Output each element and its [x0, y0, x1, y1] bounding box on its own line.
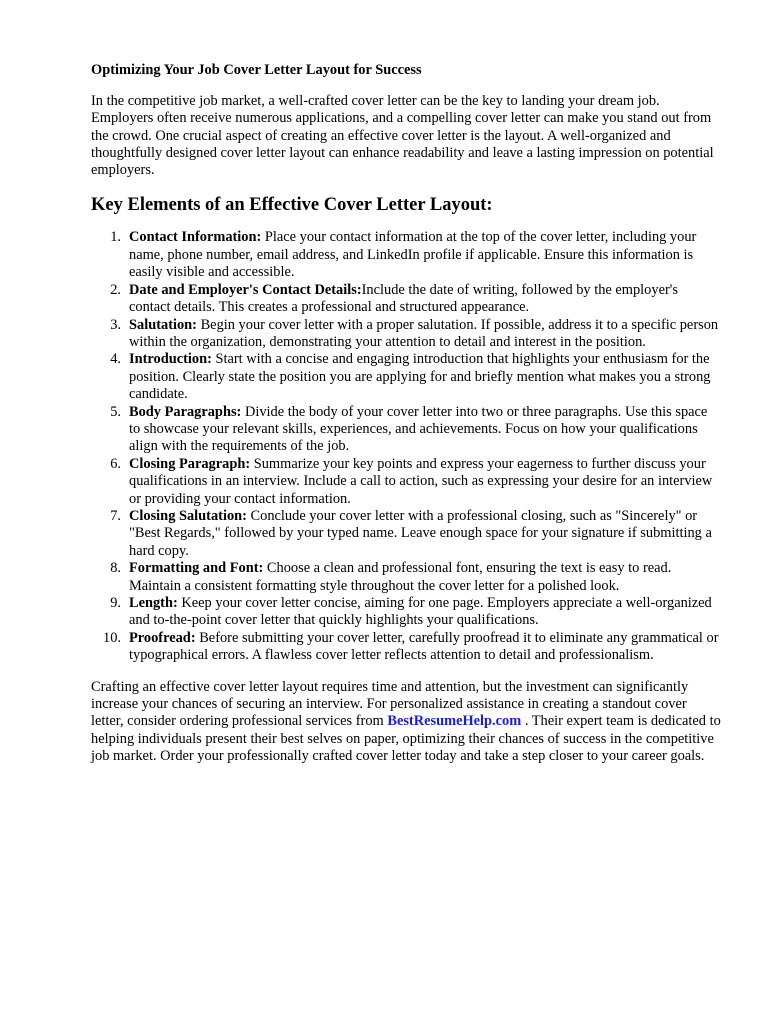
- list-item-date-employer-details: [91, 282, 721, 317]
- list-item-text: Divide the body of your cover letter into two or three paragraphs. Use this space to showcase your relevant skills, experiences, and achievements. Focus on how your qualifications align with the requirements of the job.: [129, 403, 708, 455]
- list-item-term: Closing Paragraph:: [129, 455, 251, 472]
- list-item-term: Date and Employer's Contact Details:: [129, 281, 362, 298]
- section-heading: Key Elements of an Effective Cover Letter Layout:: [91, 195, 493, 216]
- list-item-proofread: [91, 630, 721, 665]
- closing-text-after-link: . Their expert team is dedicated to helping individuals present their best selves on paper, optimizing their chances of success in the competitive job market. Order your professionally crafted cover letter today and take a step closer to your career goals.: [91, 713, 721, 764]
- list-item-closing-paragraph: [91, 456, 721, 508]
- list-item-number: 1.: [110, 229, 121, 246]
- list-item-body-paragraphs: [91, 404, 721, 456]
- list-item-term: Contact Information:: [129, 229, 262, 246]
- list-item-term: Introduction:: [129, 351, 212, 368]
- intro-paragraph: In the competitive job market, a well-crafted cover letter can be the key to landing your dream job. Employers often receive numerous applications, and a compelling cover letter can make you stand out from the crowd. One crucial aspect of creating an effective cover letter is the layout. A well-organized and thoughtfully designed cover letter layout can enhance readability and leave a lasting impression on potential employers.: [91, 93, 714, 179]
- best-resume-help-link[interactable]: BestResumeHelp.com: [387, 713, 522, 730]
- list-item-salutation: [91, 317, 721, 352]
- list-item-text: Start with a concise and engaging introduction that highlights your enthusiasm for the position. Clearly state the position you are applying for and briefly mention what makes you a strong candidate.: [129, 351, 711, 403]
- list-item-term: Salutation:: [129, 316, 197, 333]
- list-item-text: Place your contact information at the top of the cover letter, including your name, phone number, email address, and LinkedIn profile if applicable. Ensure this information is easily visible and accessible.: [129, 229, 697, 281]
- list-item-number: 9.: [110, 595, 121, 612]
- list-item-text: Before submitting your cover letter, carefully proofread it to eliminate any grammatical or typographical errors. A flawless cover letter reflects attention to detail and professionalism.: [129, 629, 719, 664]
- list-item-number: 2.: [110, 281, 121, 298]
- list-item-closing-salutation: [91, 508, 721, 560]
- list-item-text: Include the date of writing, followed by the employer's contact details. This creates a professional and structured appearance.: [129, 281, 678, 316]
- list-item-number: 7.: [110, 507, 121, 524]
- document-title: Optimizing Your Job Cover Letter Layout for Success: [91, 62, 422, 78]
- document-page: [91, 60, 721, 765]
- list-item-number: 5.: [110, 403, 121, 420]
- list-item-number: 10.: [103, 629, 121, 646]
- list-item-contact-information: [91, 229, 721, 281]
- list-item-formatting-font: [91, 560, 721, 595]
- list-item-number: 8.: [110, 560, 121, 577]
- list-item-number: 4.: [110, 351, 121, 368]
- list-item-term: Closing Salutation:: [129, 507, 247, 524]
- list-item-text: Begin your cover letter with a proper salutation. If possible, address it to a specific person within the organization, demonstrating your attention to detail and interest in the position.: [129, 316, 719, 350]
- list-item-number: 3.: [110, 316, 121, 333]
- list-item-text: Summarize your key points and express your eagerness to further discuss your qualifications in an interview. Include a call to action, such as expressing your desire for an interview or providing your contact information.: [129, 455, 713, 507]
- list-item-number: 6.: [110, 455, 121, 472]
- closing-text-before-link: Crafting an effective cover letter layout requires time and attention, but the investment can significantly increase your chances of securing an interview. For personalized assistance in creating a standout cover letter, consider ordering professional services from: [91, 678, 689, 730]
- list-item-term: Formatting and Font:: [129, 560, 264, 577]
- list-item-introduction: [91, 351, 721, 403]
- list-item-text: Choose a clean and professional font, ensuring the text is easy to read. Maintain a consistent formatting style throughout the cover letter for a polished look.: [129, 560, 672, 594]
- list-item-length: [91, 595, 721, 630]
- key-elements-list: [91, 229, 721, 664]
- list-item-term: Proofread:: [129, 629, 196, 646]
- list-item-term: Body Paragraphs:: [129, 403, 242, 420]
- list-item-text: Keep your cover letter concise, aiming for one page. Employers appreciate a well-organized and to-the-point cover letter that quickly highlights your qualifications.: [129, 595, 712, 629]
- list-item-term: Length:: [129, 595, 178, 612]
- closing-paragraph: [91, 679, 721, 765]
- list-item-text: Conclude your cover letter with a professional closing, such as "Sincerely" or "Best Regards," followed by your typed name. Leave enough space for your signature if submitting a hard copy.: [129, 507, 712, 559]
